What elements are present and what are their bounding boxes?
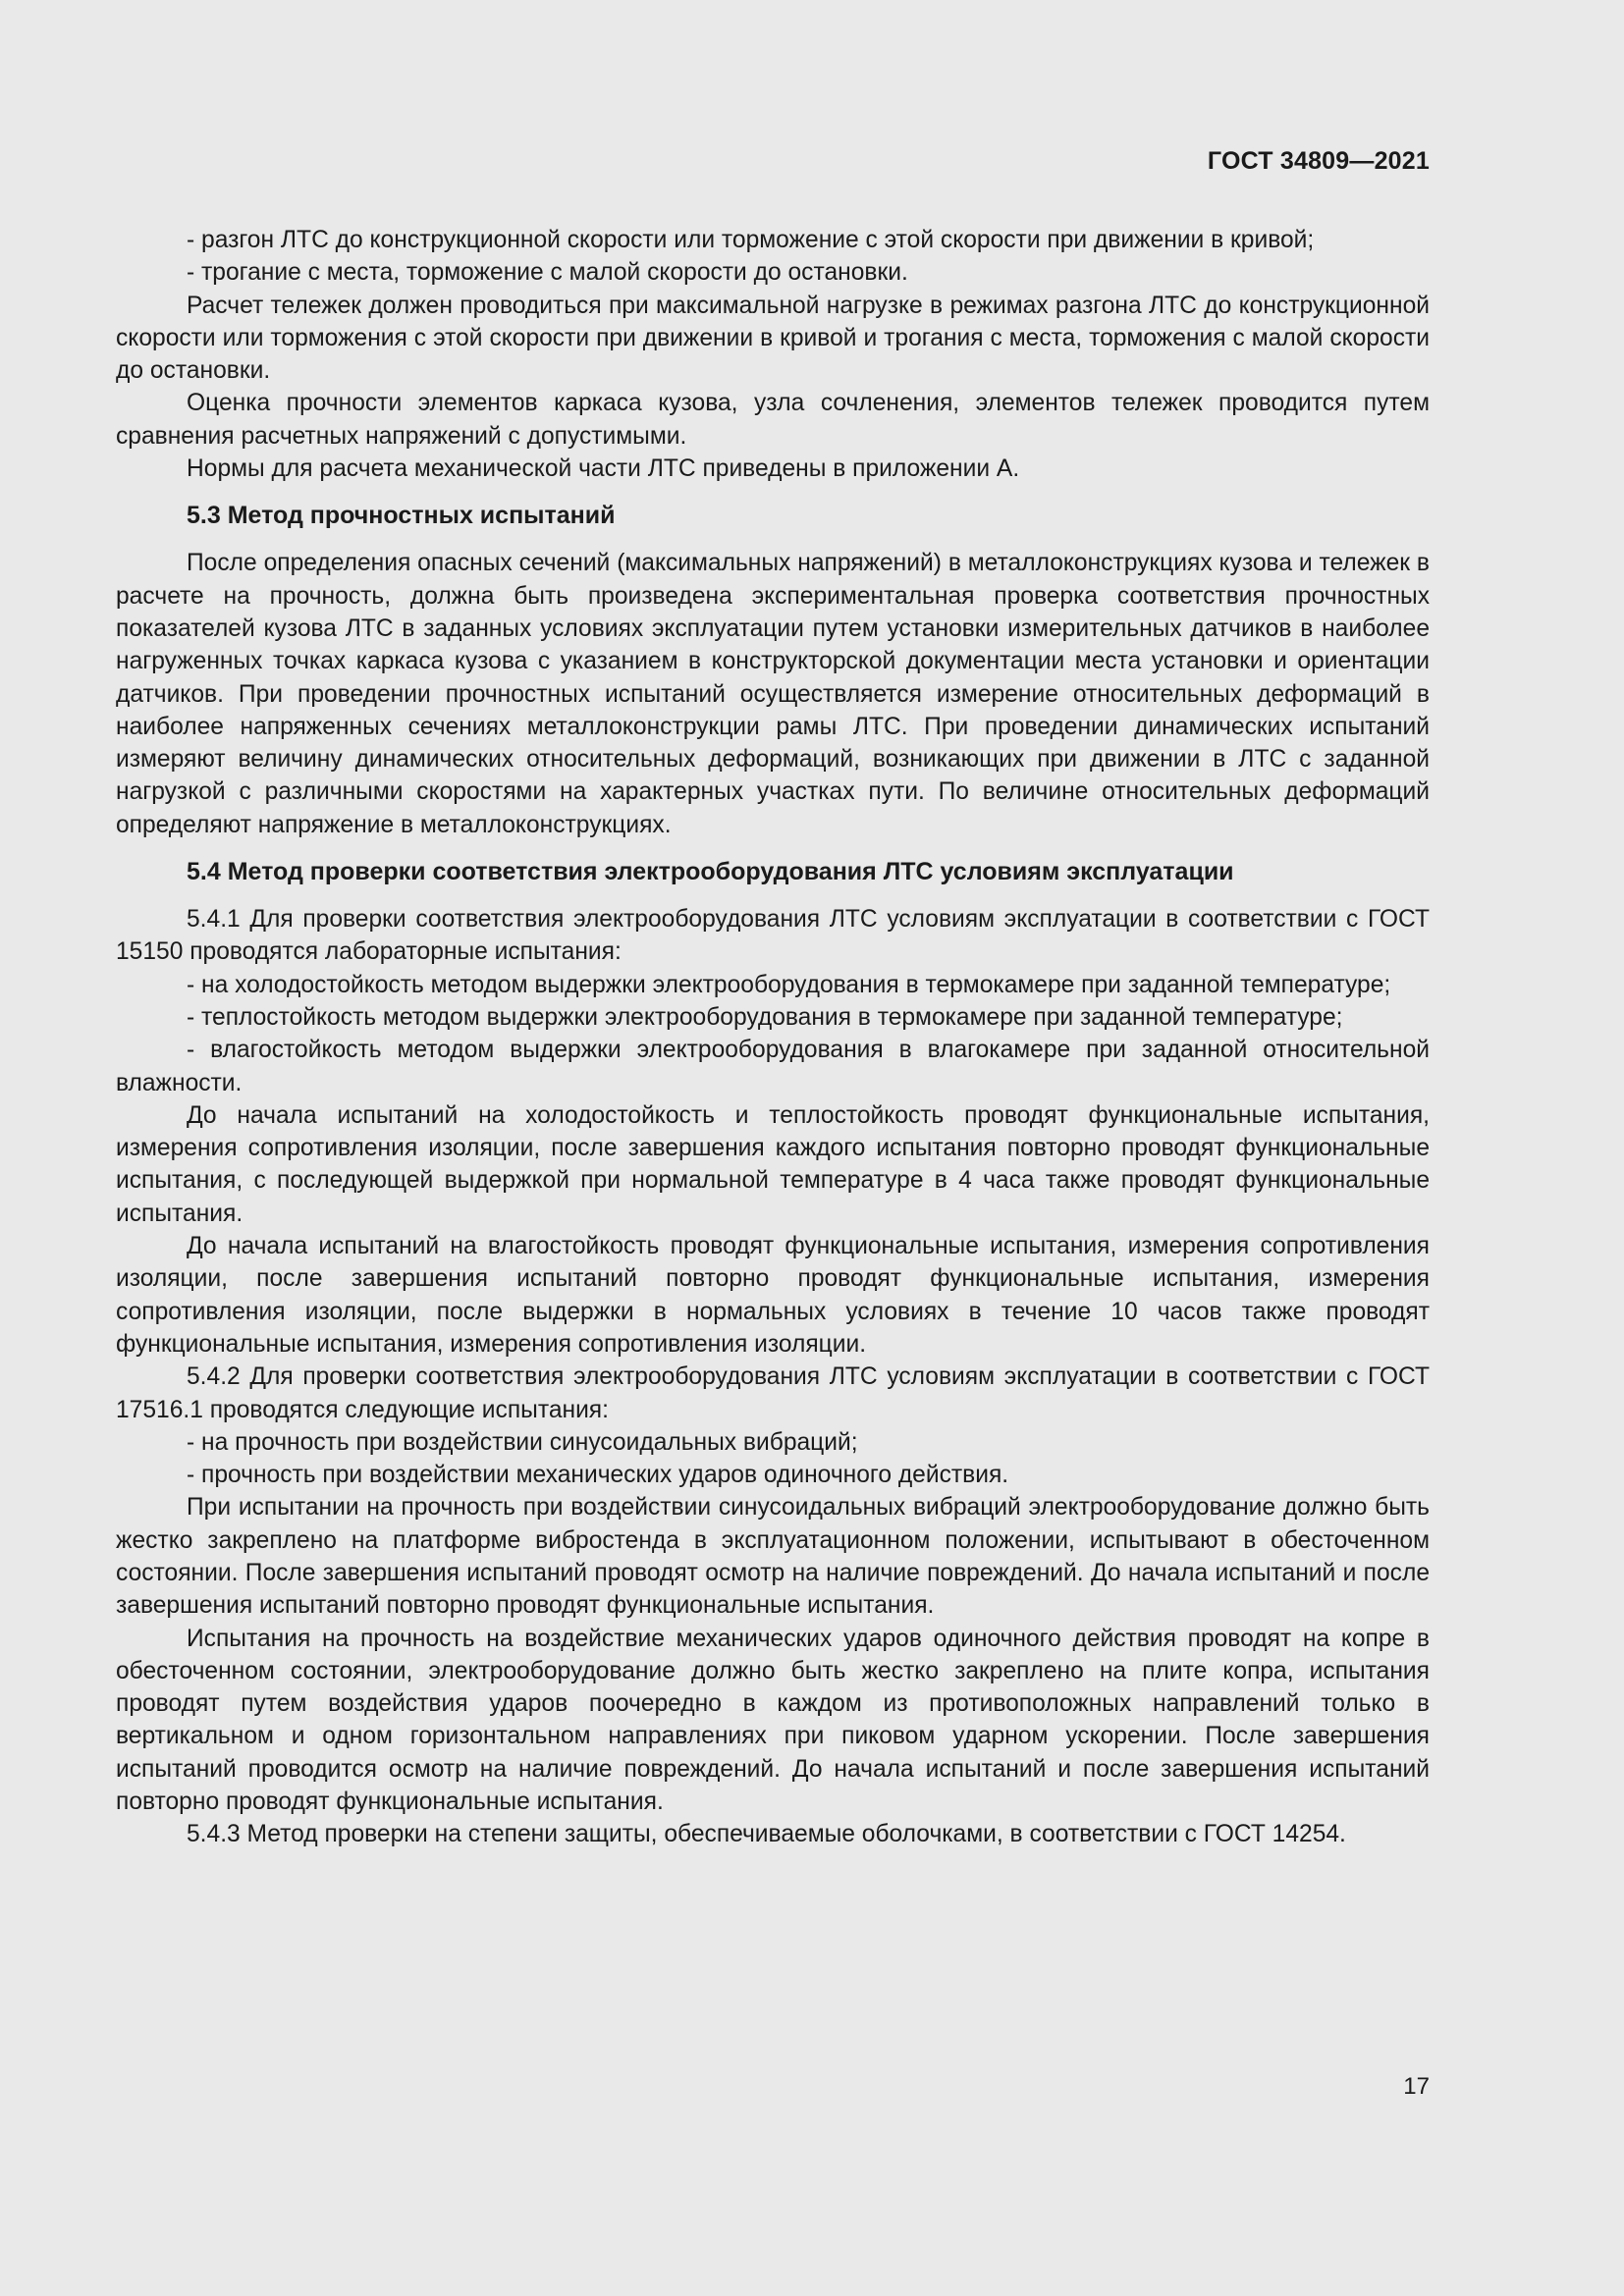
- list-item: - на холодостойкость методом выдержки электрооборудования в термокамере при заданной температуре;: [187, 971, 1391, 998]
- document-header-id: ГОСТ 34809—2021: [1207, 147, 1430, 175]
- list-item: - теплостойкость методом выдержки электрооборудования в термокамере при заданной температуре;: [187, 1003, 1343, 1031]
- section-heading-5-3: 5.3 Метод прочностных испытаний: [187, 502, 616, 530]
- document-body: [116, 224, 1430, 1851]
- section-heading-5-4: 5.4 Метод проверки соответствия электрооборудования ЛТС условиям эксплуатации: [187, 858, 1234, 886]
- paragraph: До начала испытаний на влагостойкость проводят функциональные испытания, измерения сопротивления изоляции, после завершения испытаний повторно проводят функциональные испытания, измерения сопротивления изоляции, после выдержки в нормальных условиях в течение 10 часов также проводят функциональные испытания, измерения сопротивления изоляции.: [116, 1233, 1430, 1358]
- paragraph: Испытания на прочность на воздействие механических ударов одиночного действия проводят на копре в обесточенном состоянии, электрооборудование должно быть жестко закреплено на плите копра, испытания проводят путем воздействия ударов поочередно в каждом из противоположных направлений только в вертикальном и одном горизонтальном направлениях при пиковом ударном ускорении. После завершения испытаний проводится осмотр на наличие повреждений. До начала испытаний и после завершения испытаний повторно проводят функциональные испытания.: [116, 1625, 1430, 1816]
- paragraph: 5.4.2 Для проверки соответствия электрооборудования ЛТС условиям эксплуатации в соответствии с ГОСТ 17516.1 проводятся следующие испытания:: [116, 1363, 1430, 1423]
- paragraph: 5.4.1 Для проверки соответствия электрооборудования ЛТС условиям эксплуатации в соответствии с ГОСТ 15150 проводятся лабораторные испытания:: [116, 906, 1430, 966]
- list-item: - на прочность при воздействии синусоидальных вибраций;: [187, 1428, 858, 1456]
- paragraph: Оценка прочности элементов каркаса кузова, узла сочленения, элементов тележек проводится путем сравнения расчетных напряжений с допустимыми.: [116, 390, 1430, 450]
- list-item: - трогание с места, торможение с малой скорости до остановки.: [187, 259, 908, 287]
- paragraph: До начала испытаний на холодостойкость и теплостойкость проводят функциональные испытания, измерения сопротивления изоляции, после завершения каждого испытания повторно проводят функциональные испытания, с последующей выдержкой при нормальной температуре в 4 часа также проводят функциональные испытания.: [116, 1101, 1430, 1227]
- paragraph: Расчет тележек должен проводиться при максимальной нагрузке в режимах разгона ЛТС до конструкционной скорости или торможения с этой скорости при движении в кривой и трогания с места, торможения с малой скорости до остановки.: [116, 292, 1430, 385]
- paragraph: При испытании на прочность при воздействии синусоидальных вибраций электрооборудование должно быть жестко закреплено на платформе вибростенда в эксплуатационном положении, испытывают в обесточенном состоянии. После завершения испытаний проводят осмотр на наличие повреждений. До начала испытаний и после завершения испытаний повторно проводят функциональные испытания.: [116, 1494, 1430, 1620]
- list-item: - прочность при воздействии механических ударов одиночного действия.: [187, 1462, 1009, 1489]
- paragraph: Нормы для расчета механической части ЛТС приведены в приложении А.: [187, 455, 1020, 483]
- paragraph: 5.4.3 Метод проверки на степени защиты, обеспечиваемые оболочками, в соответствии с ГОСТ 14254.: [187, 1821, 1346, 1848]
- list-item: - разгон ЛТС до конструкционной скорости или торможение с этой скорости при движении в кривой;: [187, 227, 1315, 253]
- page-number: 17: [1403, 2073, 1430, 2100]
- list-item: - влагостойкость методом выдержки электрооборудования в влагокамере при заданной относительной влажности.: [116, 1037, 1430, 1096]
- paragraph: После определения опасных сечений (максимальных напряжений) в металлоконструкциях кузова и тележек в расчете на прочность, должна быть произведена экспериментальная проверка соответствия прочностных показателей кузова ЛТС в заданных условиях эксплуатации путем установки измерительных датчиков в наиболее нагруженных точках каркаса кузова с указанием в конструкторской документации места установки и ориентации датчиков. При проведении прочностных испытаний осуществляется измерение относительных деформаций в наиболее напряженных сечениях металлоконструкции рамы ЛТС. При проведении динамических испытаний измеряют величину динамических относительных деформаций, возникающих при движении в ЛТС с заданной нагрузкой с различными скоростями на характерных участках пути. По величине относительных деформаций определяют напряжение в металлоконструкциях.: [116, 550, 1430, 838]
